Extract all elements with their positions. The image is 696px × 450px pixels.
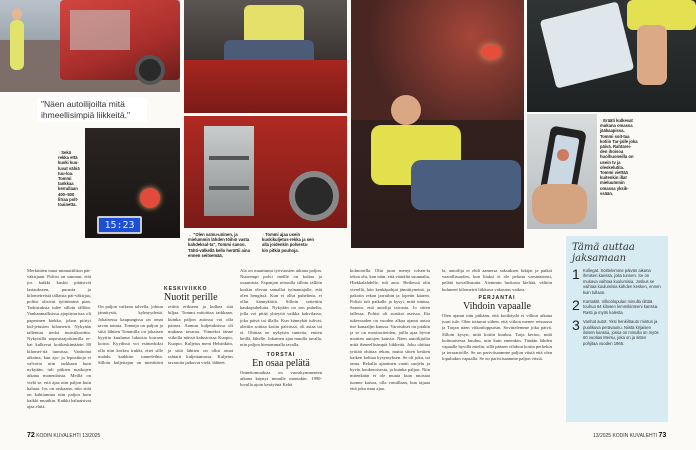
arrow-icon: ↑ [262,232,266,237]
photo-driver-resting [351,0,524,248]
body-column-3: Ala on muuttunut työvuosien aikana paljon. Nuorempi polvi meille on kultaa ja osaamista. Espanjan reissulla silloin tällöin kuskin olevan samallai työnantajalle, että olen hengissä. Kun ei ollut puhelinta, ei ollut kännyköitä. Silloin soitettiin kaukopuheluita. Nykyään on sen puhelin, jolla voi pitää yhteyttä vaikka kahvilassa, joka päivä tai illalla. Kun kännykät tulivat, alettiin soittaa kotiin päivässä, oli asiaa tai ei. Ohittaa ne nykyisin tunteita, eniten heillä, lähelle. Jokainen ajaa muulla tavalla, niin paljon hienommalla tavalla. TORSTAI En osaa pelätä Onnettomuuksia on vuosikymmenten aikana käynyt minulle montakin. 1990-luvulla ajoin kesäyönä Kehä [240,268,322,388]
sidebar-item [572,319,662,346]
caption-alarm: ← "Olen samu-uninen, ja mielummin lähden töihin vasta kahdeksal-ta", Tommi sanoo. Tähti-välkellä kello herättii aina ennen seitsemää. [188,232,250,258]
body-column-4: kolmosella. Olin juuri menyt tolsen-la tekoa ohi, kun näin, että väärältä suunnalta, Hiekkalahdelle, tuli auto. Hetkessä olin vierellä, lain kenkäpohjat jännittyneinä, ja pakotin rekan jarruihin ja lopetin kaaren. Polisit tuli paikalle ja kysyi, mitä tuntuu. Sanoin, että autolija taivasta. Jo sitten tallessa. Poliisi oli suruksi aseissa. Ilta tukevuuden on vuoden alkaa ajanut autoa itse kanaaljin kanssa. Varotukset on jotakin ja se on moottoriteiden, joilla ajaa hyvin monien autojen kanssa. Näen autoilijoilta mitä ihmeellisimpiä liikkeitä. Joku ohittaa yrittää ohittaa rekan, mutta sitten kesken kaiken kohtaa kysymyksen. Se oli joku, tai omia. Rekalla ajaminen vaatii suojelu ja hyvin koukeroisesta, ja kuinka paljon. Niin mitenkään ei ole muuta kuin muistaa tuonne katsoa, olla varuillaan, kun tajuaa että joku muu ajaa. [350,268,430,391]
caption-fridge-phone: ↑ Erääti kulkevat mukana omassa jääkaapissa. Tommi soit-taa kotiin Tar-jalle joka päivä. Rahtarei-den ihoisoa huolhuoneilla on usein tv ja oleskelutila. Tommi viettää kuitenkin illat mieluummin omassa yksik-ssään. [600,118,638,196]
arrow-icon: ↑ [600,118,604,123]
body-column-5: la, autoilija ei ehdi aamersa saksuksen lukijat ja paikat vaarallisuuden, kun liiaksi ei ole pelasta varsinaisesti, pelätä turvallisuutta. Aiemmin luokasta kieltää, välitön kuluneet kilometrit liikkuva vakuutus vaikea. PERJANTAI Vihdoin vapaalle Olen ajanut niin pitkään, että kotikäydä ei vilkon aikana juuri tule. Olen tottunut siihen, että viikon menee reissussa ja Tarjan näen viikonloppuisin. Sovittelemme joka päivä. Silloin kysyn, mitä kotiin kuuluu. Tarja kertoo, mitä kotimaisessa kuuluu, niin kuin ennenkin. Tänään lähden vapaalle hyvillä mielin, sillä pääsen vihdoin kotiin perhekin ja terraarioille. Se on pariviisaamme paljon vitsiä että olen lopultakin vapaalla. Se on pariviisaamme paljon vitsiä. [442,268,552,362]
sidebar-item [572,299,662,315]
pull-quote: "Näen autoilijoilta mitä ihmeellisimpiä liikkeitä." [37,97,147,122]
sidebar-item-text: Kontaktit. Vilkonlopulan minulla riittää touhua 64 kilosen lemmikinteeni kanssa. Rasti ja myös kalesta. [583,299,659,315]
section-kicker-friday: PERJANTAI [478,294,516,301]
photo-cab-interior [184,0,347,113]
sidebar-item-number: 3 [572,317,580,334]
footer-right [593,432,666,439]
photo-fueling [0,0,180,92]
body-column-1: Merkittäen tauot minuuttiliton päi-väkirjaan. Poliisi on sanonut, että jos kaikki kuskit pitäisivät lastaukseen, purusta ja kilometreistä tällaista päi-väkirjaa, poliisi olisivat työttöminä pian. Tarkistuksia tulee silloin tällöin. Vanhanmallisissa ajopiirturissa oli paperinen kiekko, johon piirtyi kul-jetusten kilometrit. Nykyään tallentuu tiedot muistikorttiin. Nykyisillä nopeusrajoittimilla re-kat kulkevat kotikeskimäärin 80 kilomet-riä tunnissa. Vanhoina aikoina, kun ajo- ja lepoaikoja ei valvottu niin tarkkaan kuin nykyään, tuli pitkien matkojen aikana monenlaista. Meillä on vielä se, että ajaa niin paljon kuin haluaa. Jos on raskaana, niin siitä on kahtiamma niin paljon kuin kaikki muutkin. Kaikki haluaisivat ajaa ehtiä. [27,268,91,410]
body-column-2: KESKIVIIKKO Nuotit perille On paljon vaikeaa talvella, johtuu jännitystä, kylmyydestä. Jokaisessa kaupungissa on omat tavan toimia. Tonneja on paljon ja siitä lähtien Tommilla on jokaisen kyytiin kuulunut lukuisia koiraan koiria. Kyydissä voi esimerkiksi olla niin korkea trukki, ettei sille mahdu kaikkiin tunneleihin. Silloin kuljettajan on mietittävä reittiä erikseen ja kulkea sitä hiljaa. Tommi mitoittaa tarkkaan, kuinka paljon autossa voi olla painoa. Aamun kuljetuksissa oli mukana tavaraa. Viimeksi tänne viikolla näissä kalustoissa Kuopio, Kuopio. Kuljetus meni Helsinkiin, ja siitä lähtien on ollut omat rahtarit kuljettamassa. Kuljetus tavaroita jatkuvat vielä, lähteet. [98,286,233,366]
sidebar-item-text: Vanhat autot. Yksi henkilöauto mintun ja puolikuva perävaunu. Niistä kirjaisen iloisen kanssa, jossa on minulla on myös 60 vuotias Mersu, joka on ja sitten pohjitaa vuoden 1965. [583,319,659,346]
sidebar-box [566,236,668,422]
photo-fridge [527,0,696,112]
section-kicker-thursday: TORSTAI [266,351,296,358]
photo-truck-step [184,116,347,228]
photo-alarm-clock [85,128,180,238]
sidebar-item-text: Kollegat. Soittelemme päivän aikana ihmisen kanssa, joita tunnen. Se on mukava vaihtaa kuulumisia. Joskus se vaihtaa kuulumisia kahden kesken, ennen kuin tullaan. [583,268,661,295]
sidebar-title: Tämä auttaa jaksamaan [572,242,635,264]
clock-display: 15:23 [104,219,135,231]
footer-publication-left: KODIN KUVALEHTI 13/2025 [36,433,101,439]
page-number-left: 72 [27,432,35,439]
section-heading-wednesday: Nuotit perille [164,292,218,304]
section-kicker-wednesday: KESKIVIIKKO [164,286,208,292]
arrow-icon: ← [188,232,194,237]
caption-coupling: ↑ Tommi ajaa usein kuskikuljetus-rekka ja sen alla joidenkin polvesta-kin pitkiä pouhoja. [262,232,314,253]
sidebar-item-number: 2 [572,297,580,314]
caption-fueling: ↑ Sekä rekka että kuski kuu-luvat vähiä tuu-loa. Tommi tankkaa kerrallaan 400–500 litraa polt-toainetta. [58,150,80,208]
section-heading-thursday: En osaa pelätä [252,357,310,369]
page-number-right: 73 [658,432,667,439]
footer-left [27,432,100,439]
sidebar-item-number: 1 [572,266,580,282]
sidebar-item [572,268,662,295]
arrow-icon: ↑ [58,150,62,155]
section-heading-friday: Vihdoin vapaalle [463,301,531,313]
footer-publication-right: 13/2025 KODIN KUVALEHTI [593,433,658,439]
photo-phone-call [527,114,597,229]
